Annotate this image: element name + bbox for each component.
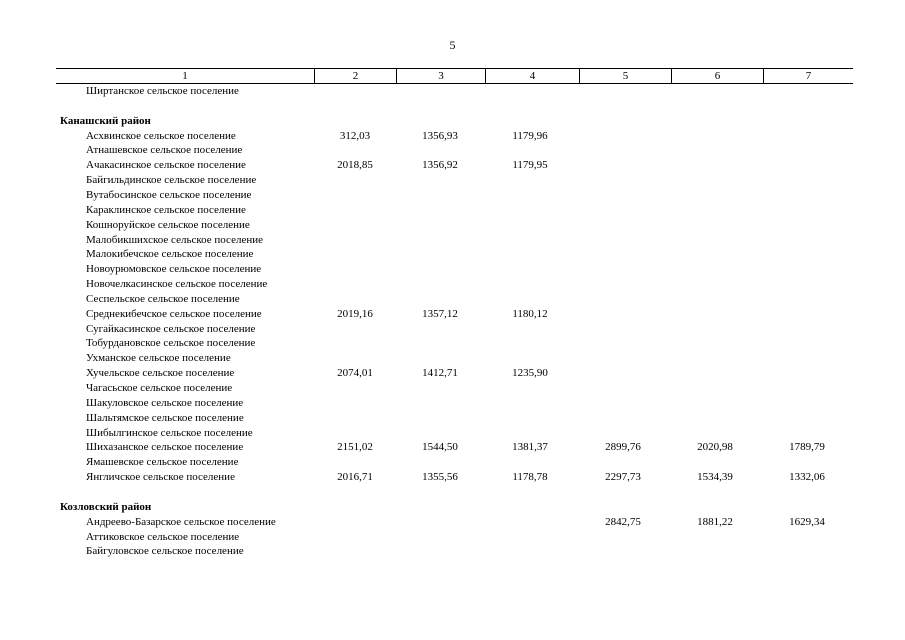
settlement-name: Сеспельское сельское поселение (86, 292, 240, 305)
cell-col-3: 1356,92 (422, 159, 458, 172)
cell-col-2: 2019,16 (337, 307, 373, 320)
district-heading-row (0, 500, 905, 515)
cell-col-4: 1178,78 (512, 471, 548, 484)
cell-col-4: 1179,96 (512, 129, 548, 142)
district-heading-row (0, 114, 905, 129)
cell-col-5: 2899,76 (605, 441, 641, 454)
table-row (0, 129, 905, 144)
column-header-4: 4 (485, 69, 579, 83)
table-row (0, 173, 905, 188)
table-row (0, 277, 905, 292)
cell-col-2: 2016,71 (337, 471, 373, 484)
settlement-name: Новоурюмовское сельское поселение (86, 263, 262, 276)
table-row (0, 143, 905, 158)
settlement-name: Шакуловское сельское поселение (86, 396, 244, 409)
cell-col-3: 1356,93 (422, 129, 458, 142)
table-row (0, 188, 905, 203)
settlement-name: Малобикшихское сельское поселение (86, 233, 263, 246)
table-row (0, 262, 905, 277)
settlement-name: Ухманское сельское поселение (86, 352, 231, 365)
cell-col-2: 2074,01 (337, 367, 373, 380)
table-row (0, 455, 905, 470)
settlement-name: Атнашевское сельское поселение (86, 144, 243, 157)
settlement-name: Тобурдановское сельское поселение (86, 337, 256, 350)
table-row (0, 292, 905, 307)
column-header-2: 2 (314, 69, 396, 83)
table-header (56, 68, 853, 84)
table-row (0, 158, 905, 173)
table-row (0, 411, 905, 426)
settlement-name: Новочелкасинское сельское поселение (86, 278, 268, 290)
cell-col-3: 1544,50 (422, 441, 458, 454)
table-row (0, 530, 905, 545)
table-row (0, 351, 905, 366)
cell-col-6: 1881,22 (697, 515, 733, 528)
cell-col-5: 2842,75 (605, 515, 641, 528)
cell-col-7: 1332,06 (789, 471, 825, 484)
column-header-3: 3 (396, 69, 485, 83)
settlement-name: Байгуловское сельское поселение (86, 545, 244, 558)
cell-col-2: 2018,85 (337, 159, 373, 172)
cell-col-2: 2151,02 (337, 441, 373, 454)
settlement-name: Аттиковское сельское поселение (86, 530, 240, 543)
table-row (0, 396, 905, 411)
cell-col-7: 1629,34 (789, 515, 825, 528)
district-name: Канашский район (60, 114, 151, 127)
column-header-1: 1 (182, 70, 188, 82)
table-row (0, 366, 905, 381)
settlement-name: Шальтямское сельское поселение (86, 411, 244, 424)
settlement-name: Караклинское сельское поселение (86, 203, 246, 216)
cell-col-4: 1381,37 (512, 441, 548, 454)
table-row (0, 307, 905, 322)
blank-row (0, 99, 905, 114)
settlement-name: Шибылгинское сельское поселение (86, 426, 253, 439)
settlement-name: Ачакасинское сельское поселение (86, 159, 246, 172)
page-number: 5 (449, 38, 456, 52)
settlement-name: Андреево-Базарское сельское поселение (86, 515, 276, 528)
settlement-name: Чагасьское сельское поселение (86, 382, 233, 394)
table-row (0, 218, 905, 233)
column-header-7: 7 (763, 69, 853, 83)
settlement-name: Хучельское сельское поселение (86, 367, 235, 380)
table-row (0, 381, 905, 396)
cell-col-4: 1235,90 (512, 367, 548, 380)
settlement-name: Малокибечское сельское поселение (86, 248, 254, 261)
table-row (0, 544, 905, 559)
settlement-name: Ширтанское сельское поселение (86, 85, 239, 97)
table-row (0, 322, 905, 337)
settlement-name: Сугайкасинское сельское поселение (86, 322, 256, 335)
cell-col-5: 2297,73 (605, 471, 641, 484)
column-header-6: 6 (671, 69, 763, 83)
table-row (0, 247, 905, 262)
settlement-name: Ямашевское сельское поселение (86, 456, 239, 469)
district-name: Козловский район (60, 500, 152, 513)
settlement-name: Кошноруйское сельское поселение (86, 218, 250, 231)
table-row (0, 84, 905, 99)
cell-col-3: 1412,71 (422, 367, 458, 380)
settlement-name: Янгличское сельское поселение (86, 471, 235, 484)
settlement-name: Асхвинское сельское поселение (86, 129, 236, 142)
blank-row (0, 485, 905, 500)
settlement-name: Среднекибечское сельское поселение (86, 307, 262, 320)
table-row (0, 336, 905, 351)
settlement-name: Шихазанское сельское поселение (86, 441, 244, 454)
table-row (0, 470, 905, 485)
table-row (0, 203, 905, 218)
cell-col-4: 1180,12 (512, 307, 548, 320)
cell-col-6: 1534,39 (697, 471, 733, 484)
table-row (0, 426, 905, 441)
cell-col-2: 312,03 (339, 129, 371, 142)
table-row (0, 233, 905, 248)
table-row (0, 515, 905, 530)
cell-col-3: 1357,12 (422, 307, 458, 320)
cell-col-4: 1179,95 (512, 159, 548, 172)
table-row (0, 440, 905, 455)
settlement-name: Байгильдинское сельское поселение (86, 174, 257, 187)
settlement-name: Вутабосинское сельское поселение (86, 188, 252, 201)
column-header-5: 5 (579, 69, 671, 83)
cell-col-6: 2020,98 (697, 441, 733, 454)
cell-col-7: 1789,79 (789, 441, 825, 454)
cell-col-3: 1355,56 (422, 471, 458, 484)
